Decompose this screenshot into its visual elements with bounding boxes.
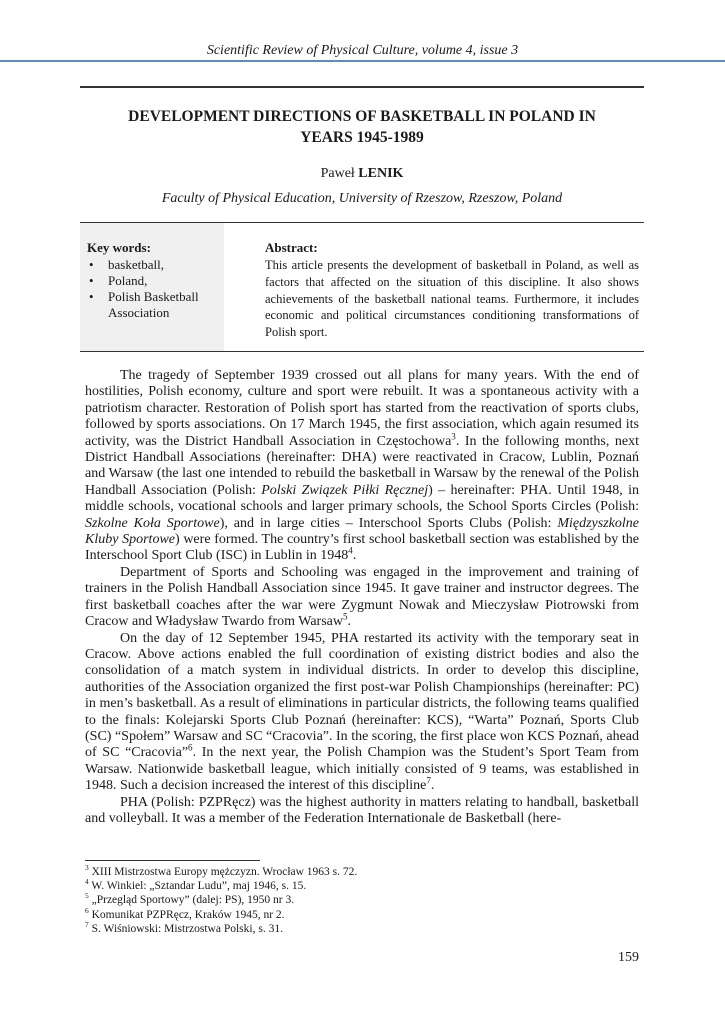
paragraph-1: [85, 368, 639, 565]
author-last-name: LENIK: [358, 166, 404, 181]
footnote: [85, 865, 639, 879]
text-run: On the day of 12 September 1945, PHA restarted its activity with the temporary seat in Cracow. Above actions enabled the full coordination of existing district bodies and also the consolidation of a match system in individual districts. In order to develop this discipline, authorities of the Association organized the first post-war Polish Championships (hereinafter: PC) in men’s basketball. As a result of eliminations in particular districts, the following teams qualified to the finals: Kolejarski Sports Club Poznań (hereinafter: KCS), “Warta” Poznań, Sports Club (SC) “Społem” Warsaw and SC “Cracovia”. In the scoring, the first place won KCS Poznań, ahead of SC “Cracovia”: [85, 630, 639, 761]
text-run: The tragedy of September 1939 crossed out all plans for many years. With the end of hostilities, Polish economy, culture and sport were rebuilt. It was a spontaneous activity with a patriotism character. Restoration of Polish sport has started from the reactivation of sports clubs, followed by sports associations. On 17 March 1945, the first association, which again resumed its activity, was the District Handball Association in Częstochowa: [85, 368, 639, 449]
author: [80, 166, 644, 182]
text-run: ) were formed. The country’s first school basketball section was established by the Interschool Sport Club (ISC) in Lublin in 1948: [85, 532, 639, 564]
page-number: 159: [618, 950, 639, 965]
footnote-text: W. Winkiel: „Sztandar Ludu”, maj 1946, s. 15.: [91, 880, 307, 893]
text-run: ) – hereinafter: PHA. Until 1948, in middle schools, vocational schools and larger primary schools, the School Sports Circles (Polish:: [85, 482, 639, 515]
paragraph-2: [85, 565, 639, 631]
footnote-number: 5: [85, 891, 89, 901]
footnote: [85, 879, 639, 893]
footnote-number: 7: [85, 919, 89, 929]
keywords-title: Key words:: [87, 240, 151, 255]
text-run: .: [352, 548, 357, 564]
keyword-item: • Poland,: [87, 273, 228, 289]
title-line-1: DEVELOPMENT DIRECTIONS OF BASKETBALL IN POLAND IN: [128, 108, 596, 125]
footnote-ref: 4: [348, 545, 353, 556]
footnote-ref: 6: [188, 742, 193, 753]
abstract-title: Abstract:: [265, 240, 318, 255]
keyword-item: • basketball,: [87, 257, 228, 273]
abstract-text: This article presents the development of basketball in Poland, as well as factors that affected on the situation of this discipline. It also shows achievements of the basketball national teams. Furthermore, it includes economic and political circumstances conditioning transformations of Polish sport.: [265, 258, 639, 340]
footnote: [85, 919, 639, 936]
author-first-name: Paweł: [320, 166, 355, 181]
footnote-ref: 7: [426, 775, 431, 786]
text-run: . In the following months, next District Handball Associations (hereinafter: DHA) were reactivated in Cracow, Lublin, Poznań and Warsaw (the last one intended to rebuild the basketball in Warsaw by the renewal of the Polish Handball Association (Polish:: [85, 433, 639, 498]
footnote: [85, 893, 639, 907]
text-run: Department of Sports and Schooling was engaged in the improvement and training of trainers in the Polish Handball Association since 1945. It gave trainer and instructor degrees. The first basketball coaches after the war were Zygmunt Nowak and Mieczysław Piotrowski from Cracow and Władysław Twardo from Warsaw: [85, 564, 639, 630]
footnote-text: „Przegląd Sportowy” (dalej: PS), 1950 nr 3.: [91, 894, 295, 907]
italic-term: Szkolne Koła Sportowe: [85, 515, 220, 531]
paragraph-3: [85, 631, 639, 795]
footnote-number: 6: [85, 905, 89, 915]
abstract-box: [80, 222, 644, 352]
italic-term: Polski Związek Piłki Ręcznej: [261, 482, 429, 498]
text-run: PHA (Polish: PZPRęcz) was the highest authority in matters relating to handball, basketball and volleyball. It was a member of the Federation Internationale de Basketball (here-: [85, 794, 639, 826]
journal-header: Scientific Review of Physical Culture, volume 4, issue 3: [206, 43, 519, 58]
body-text: [85, 368, 639, 827]
footnotes: [85, 865, 639, 936]
footnote-ref: 5: [343, 611, 348, 622]
text-run: ), and in large cities – Interschool Sports Clubs (Polish:: [219, 515, 558, 531]
text-run: .: [430, 778, 435, 794]
footnote-number: 3: [85, 863, 89, 873]
footnote: [85, 905, 639, 922]
keywords-list: [87, 257, 228, 321]
footnote-text: Komunikat PZPRęcz, Kraków 1945, nr 2.: [91, 908, 285, 921]
paragraph-4: [85, 795, 639, 828]
footnote-rule: [85, 860, 260, 861]
title-line-2: YEARS 1945-1989: [300, 129, 424, 146]
footnote-text: XIII Mistrzostwa Europy mężczyzn. Wrocław 1963 s. 72.: [91, 866, 358, 878]
paper-title: [80, 106, 644, 148]
italic-term: Międzyszkolne Kluby Sportowe: [85, 515, 639, 548]
header-rule: [0, 60, 725, 62]
keyword-item: • Polish Basketball Association: [87, 289, 228, 321]
footnote-number: 4: [85, 877, 89, 887]
affiliation: Faculty of Physical Education, University of Rzeszow, Rzeszow, Poland: [161, 191, 563, 206]
title-rule: [80, 86, 644, 88]
footnote-ref: 3: [451, 430, 456, 441]
keywords-column: [80, 223, 224, 351]
footnote-text: S. Wiśniowski: Mistrzostwa Polski, s. 31.: [91, 922, 283, 935]
text-run: .: [347, 614, 352, 630]
text-run: . In the next year, the Polish Champion was the Student’s Sport Team from Warsaw. Nationwide basketball league, which initially consisted of 9 teams, was established in 1948. Such a decision increased the interest of this discipline: [85, 745, 640, 794]
